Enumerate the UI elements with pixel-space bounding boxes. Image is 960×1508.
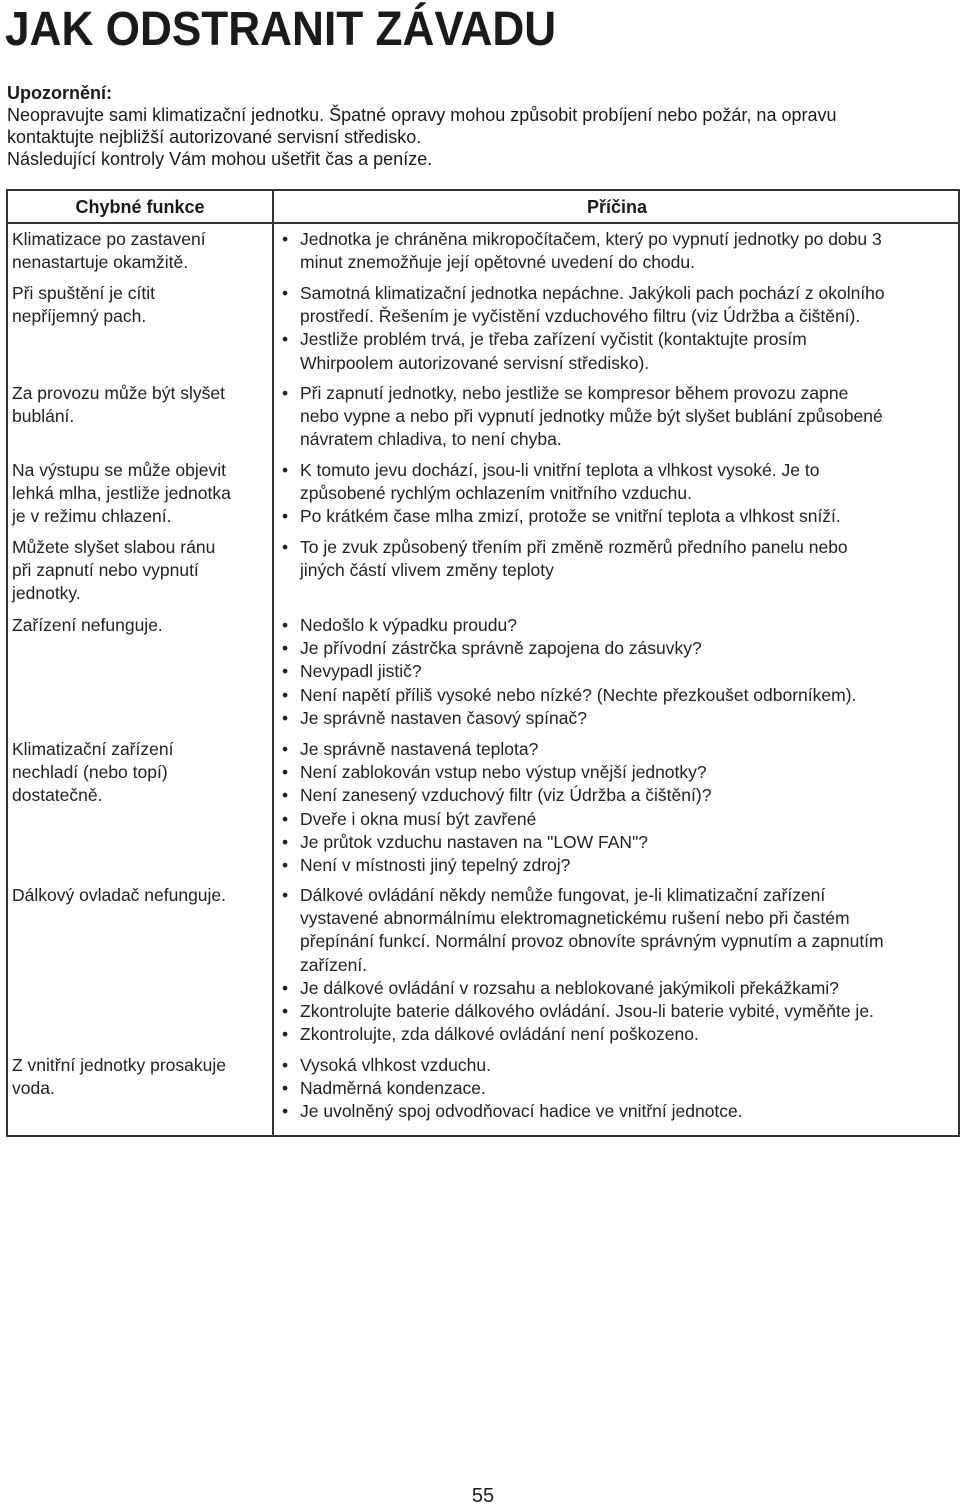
cause-text-line: Je uvolněný spoj odvodňovací hadice ve vnitřní jednotce.	[300, 1101, 743, 1122]
fault-cell	[12, 382, 268, 428]
fault-text-line: Klimatizace po zastavení	[12, 229, 206, 249]
bullet-icon: •	[282, 1078, 289, 1099]
fault-cell	[12, 614, 268, 637]
cause-text-line: Není zablokován vstup nebo výstup vnější jednotky?	[300, 762, 707, 783]
cause-text-line: Při zapnutí jednotky, nebo jestliže se kompresor během provozu zapne	[300, 383, 849, 403]
cause-text-line: přepínání funkcí. Normální provoz obnovíte správným vypnutím a zapnutím	[300, 931, 884, 952]
bullet-icon: •	[282, 1001, 289, 1022]
cause-item	[278, 854, 958, 877]
cause-cell	[278, 228, 958, 274]
cause-cell	[278, 614, 958, 730]
cause-item	[278, 784, 958, 807]
cause-text-line: Zkontrolujte, zda dálkové ovládání není poškozeno.	[300, 1024, 699, 1045]
cause-cell	[278, 738, 958, 877]
cause-item	[278, 1054, 958, 1077]
bullet-icon: •	[282, 885, 289, 905]
bullet-icon: •	[282, 283, 289, 303]
column-divider	[272, 191, 274, 1135]
cause-cell	[278, 382, 958, 452]
cause-text-line: Po krátkém čase mlha zmizí, protože se vnitřní teplota a vlhkost sníží.	[300, 506, 841, 527]
cause-text-line: Není v místnosti jiný tepelný zdroj?	[300, 855, 571, 876]
cause-text-line: Je správně nastavená teplota?	[300, 739, 539, 759]
cause-text-line: Nadměrná kondenzace.	[300, 1078, 486, 1099]
cause-text-line: Není napětí příliš vysoké nebo nízké? (Nechte přezkoušet odborníkem).	[300, 684, 857, 705]
bullet-icon: •	[282, 460, 289, 480]
cause-text-line: Samotná klimatizační jednotka nepáchne. Jakýkoli pach pochází z okolního	[300, 283, 885, 303]
cause-text-line: Je správně nastaven časový spínač?	[300, 707, 587, 728]
cause-item	[278, 1077, 958, 1100]
bullet-icon: •	[282, 661, 289, 682]
fault-text-line: Na výstupu se může objevit	[12, 460, 226, 480]
cause-text-line: To je zvuk způsobený třením při změně rozměrů předního panelu nebo	[300, 537, 848, 557]
cause-item	[278, 459, 958, 505]
cause-text-line: vystavené abnormálnímu elektromagnetickému rušení nebo při častém	[300, 908, 850, 929]
cause-text-line: Nevypadl jistič?	[300, 661, 422, 682]
page-number: 55	[471, 1485, 495, 1507]
cause-text-line: Vysoká vlhkost vzduchu.	[300, 1055, 491, 1075]
cause-text-line: Je přívodní zástrčka správně zapojena do zásuvky?	[300, 638, 702, 659]
cause-text-line: Jednotka je chráněna mikropočítačem, který po vypnutí jednotky po dobu 3	[300, 229, 882, 249]
cause-item	[278, 536, 958, 582]
bullet-icon: •	[282, 615, 289, 635]
fault-cell	[12, 884, 268, 907]
fault-text-line: lehká mlha, jestliže jednotka	[12, 483, 231, 504]
cause-text-line: Je dálkové ovládání v rozsahu a neblokované jakýmikoli překážkami?	[300, 977, 839, 998]
cause-text-line: prostředí. Řešením je vyčistění vzduchového filtru (viz Údržba a čištění).	[300, 306, 861, 327]
notice-line: kontaktujte nejbližší autorizované servisní středisko.	[7, 127, 422, 147]
fault-text-line: Za provozu může být slyšet	[12, 383, 225, 403]
fault-text-line: Klimatizační zařízení	[12, 739, 174, 759]
bullet-icon: •	[282, 707, 289, 728]
cause-text-line: Dálkové ovládání někdy nemůže fungovat, je-li klimatizační zařízení	[300, 885, 826, 905]
bullet-icon: •	[282, 831, 289, 852]
fault-cell	[12, 282, 268, 328]
cause-text-line: K tomuto jevu dochází, jsou-li vnitřní teplota a vlhkost vysoké. Je to	[300, 460, 820, 480]
fault-cell	[12, 1054, 268, 1100]
page-title: JAK ODSTRANIT ZÁVADU	[5, 3, 557, 56]
fault-text-line: jednotky.	[12, 583, 81, 604]
bullet-icon: •	[282, 785, 289, 806]
bullet-icon: •	[282, 383, 289, 403]
cause-text-line: Je průtok vzduchu nastaven na "LOW FAN"?	[300, 831, 649, 852]
cause-item	[278, 637, 958, 660]
fault-text-line: voda.	[12, 1078, 55, 1099]
cause-cell	[278, 459, 958, 529]
bullet-icon: •	[282, 977, 289, 998]
cause-item	[278, 977, 958, 1000]
cause-text-line: nebo vypne a nebo při vypnutí jednotky může být slyšet bublání způsobené	[300, 406, 883, 427]
cause-text-line: Není zanesený vzduchový filtr (viz Údržba a čištění)?	[300, 785, 712, 806]
cause-item	[278, 660, 958, 683]
cause-item	[278, 808, 958, 831]
fault-text-line: nenastartuje okamžitě.	[12, 252, 189, 273]
cause-item	[278, 1023, 958, 1046]
fault-cell	[12, 536, 268, 606]
bullet-icon: •	[282, 684, 289, 705]
cause-item	[278, 684, 958, 707]
cause-text-line: Nedošlo k výpadku proudu?	[300, 615, 517, 635]
bullet-icon: •	[282, 739, 289, 759]
fault-text-line: nepříjemný pach.	[12, 306, 147, 327]
column-header-fault: Chybné funkce	[75, 197, 205, 217]
bullet-icon: •	[282, 506, 289, 527]
bullet-icon: •	[282, 855, 289, 876]
fault-text-line: Zařízení nefunguje.	[12, 615, 163, 635]
cause-text-line: Whirpoolem autorizované servisní středisko).	[300, 352, 650, 373]
column-header-cause: Příčina	[586, 197, 648, 217]
fault-text-line: Můžete slyšet slabou ránu	[12, 537, 216, 557]
cause-text-line: návratem chladiva, to není chyba.	[300, 429, 562, 450]
cause-text-line: Dveře i okna musí být zavřené	[300, 808, 537, 829]
cause-text-line: Jestliže problém trvá, je třeba zařízení vyčistit (kontaktujte prosím	[300, 329, 807, 350]
cause-cell	[278, 1054, 958, 1124]
cause-item	[278, 228, 958, 274]
cause-item	[278, 505, 958, 528]
bullet-icon: •	[282, 229, 289, 249]
cause-item	[278, 738, 958, 761]
cause-cell	[278, 884, 958, 1046]
cause-text-line: zařízení.	[300, 954, 368, 975]
cause-item	[278, 1100, 958, 1123]
fault-text-line: dostatečně.	[12, 785, 103, 806]
fault-cell	[12, 459, 268, 529]
cause-text-line: minut znemožňuje její opětovné uvedení do chodu.	[300, 252, 695, 273]
troubleshooting-table	[6, 189, 960, 1137]
bullet-icon: •	[282, 638, 289, 659]
fault-text-line: je v režimu chlazení.	[12, 506, 172, 527]
notice	[7, 82, 947, 170]
cause-item	[278, 382, 958, 452]
cause-cell	[278, 536, 958, 582]
notice-heading: Upozornění:	[7, 83, 112, 103]
bullet-icon: •	[282, 762, 289, 783]
bullet-icon: •	[282, 1101, 289, 1122]
header-divider	[8, 222, 958, 224]
fault-cell	[12, 738, 268, 808]
cause-item	[278, 761, 958, 784]
cause-item	[278, 282, 958, 328]
cause-text-line: způsobené rychlým ochlazením vnitřního vzduchu.	[300, 483, 693, 504]
bullet-icon: •	[282, 537, 289, 557]
fault-text-line: nechladí (nebo topí)	[12, 762, 168, 783]
cause-item	[278, 707, 958, 730]
fault-text-line: Z vnitřní jednotky prosakuje	[12, 1055, 226, 1075]
bullet-icon: •	[282, 808, 289, 829]
cause-item	[278, 831, 958, 854]
fault-text-line: Při spuštění je cítit	[12, 283, 155, 303]
fault-text-line: při zapnutí nebo vypnutí	[12, 560, 199, 581]
cause-item	[278, 1000, 958, 1023]
cause-item	[278, 328, 958, 374]
fault-text-line: bublání.	[12, 406, 75, 427]
cause-item	[278, 614, 958, 637]
bullet-icon: •	[282, 1024, 289, 1045]
fault-cell	[12, 228, 268, 274]
fault-text-line: Dálkový ovladač nefunguje.	[12, 885, 227, 905]
cause-cell	[278, 282, 958, 375]
cause-text-line: Zkontrolujte baterie dálkového ovládání. Jsou-li baterie vybité, vyměňte je.	[300, 1001, 874, 1022]
notice-line: Následující kontroly Vám mohou ušetřit čas a peníze.	[7, 149, 433, 169]
bullet-icon: •	[282, 1055, 289, 1075]
cause-text-line: jiných částí vlivem změny teploty	[300, 560, 554, 581]
cause-item	[278, 884, 958, 977]
bullet-icon: •	[282, 329, 289, 350]
notice-line: Neopravujte sami klimatizační jednotku. Špatné opravy mohou způsobit probíjení nebo požár, na opravu	[7, 105, 837, 125]
